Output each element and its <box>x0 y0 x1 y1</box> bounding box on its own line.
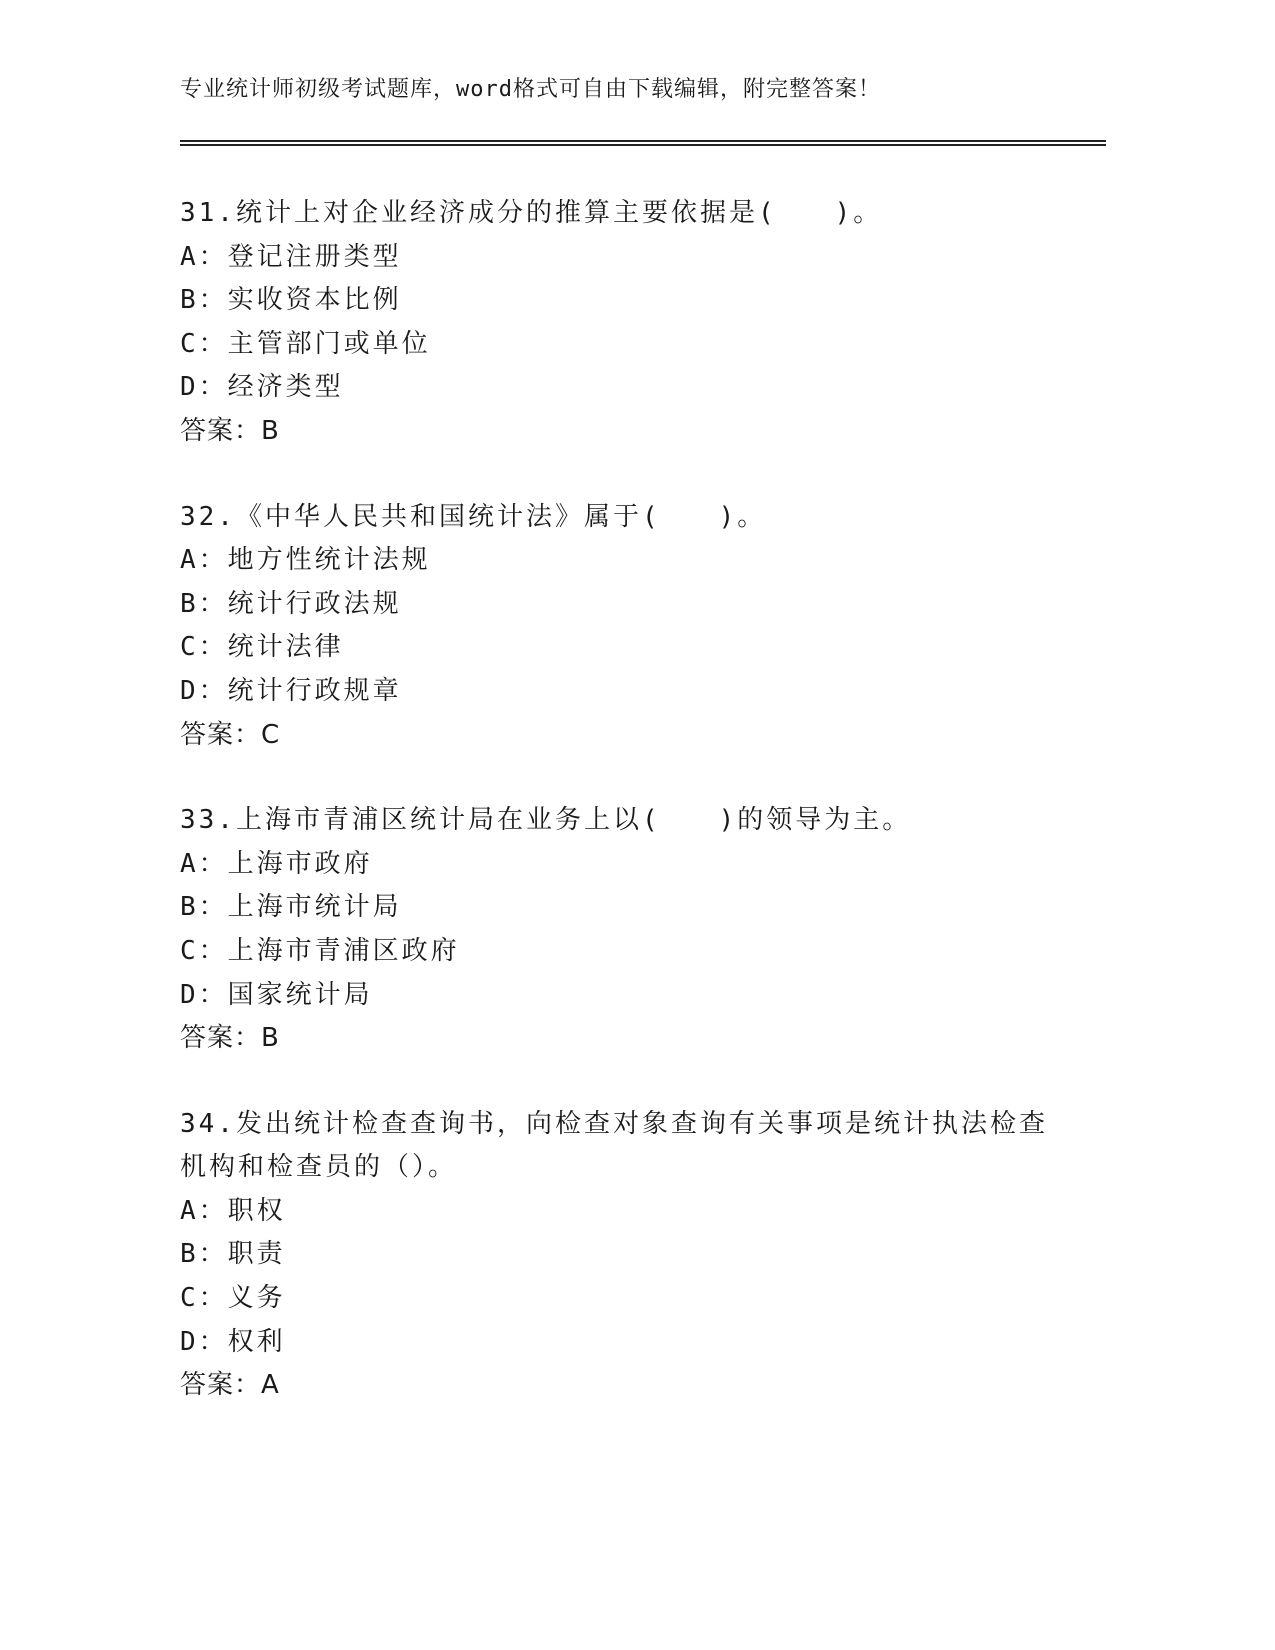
option-b: B：职责 <box>180 1239 286 1270</box>
option-d: D：经济类型 <box>180 372 344 403</box>
option-c: C：主管部门或单位 <box>180 328 431 359</box>
question-list <box>180 192 1106 1450</box>
option-c: C：统计法律 <box>180 632 344 663</box>
header-divider <box>180 140 1106 146</box>
option-d: D：统计行政规章 <box>180 675 402 706</box>
option-a: A：登记注册类型 <box>180 241 402 272</box>
option-d: D：国家统计局 <box>180 979 373 1010</box>
question-33 <box>180 799 1106 1061</box>
answer-line: 答案：B <box>180 415 280 446</box>
option-b: B：统计行政法规 <box>180 588 402 619</box>
question-stem: 33.上海市青浦区统计局在业务上以( )的领导为主。 <box>180 805 912 836</box>
option-b: B：上海市统计局 <box>180 892 402 923</box>
option-b: B：实收资本比例 <box>180 285 402 316</box>
question-stem: 31.统计上对企业经济成分的推算主要依据是( )。 <box>180 198 883 228</box>
answer-line: 答案：C <box>180 719 281 750</box>
question-stem: 34.发出统计检查查询书，向检查对象查询有关事项是统计执法检查机构和检查员的（）。 <box>180 1108 1048 1183</box>
option-a: A：职权 <box>180 1195 286 1226</box>
question-31 <box>180 192 1106 454</box>
option-a: A：地方性统计法规 <box>180 545 431 576</box>
option-a: A：上海市政府 <box>180 848 373 879</box>
question-stem: 32.《中华人民共和国统计法》属于( )。 <box>180 501 767 532</box>
option-c: C：义务 <box>180 1283 286 1314</box>
option-d: D：权利 <box>180 1326 286 1357</box>
option-c: C：上海市青浦区政府 <box>180 935 460 966</box>
question-32 <box>180 496 1106 758</box>
answer-line: 答案：A <box>180 1370 280 1401</box>
question-34 <box>180 1103 1106 1408</box>
page-header: 专业统计师初级考试题库，word格式可自由下载编辑，附完整答案！ <box>180 77 881 102</box>
answer-line: 答案：B <box>180 1023 280 1054</box>
